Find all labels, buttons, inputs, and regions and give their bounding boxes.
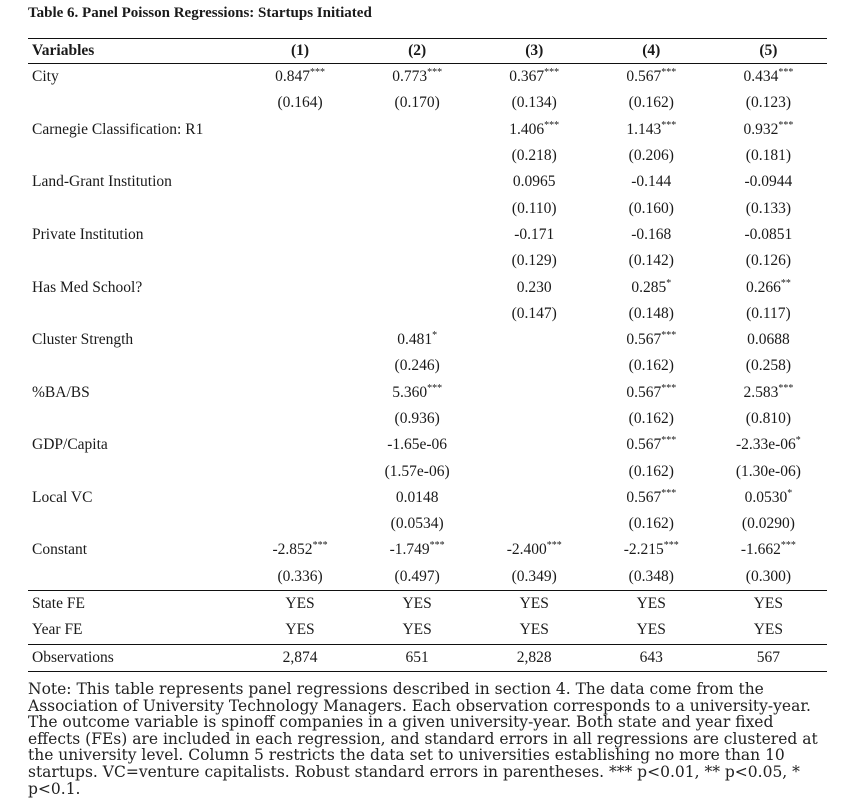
se-label-spacer [28, 511, 242, 537]
header-col-3: (3) [476, 39, 593, 64]
coef-cell: 0.0530* [744, 487, 793, 506]
coef-row [28, 169, 827, 195]
se-cell: (0.133) [745, 199, 791, 217]
se-cell: (0.0534) [390, 515, 444, 533]
variable-label: Has Med School? [32, 278, 143, 296]
coef-cell [242, 169, 359, 195]
regression-table [28, 38, 827, 672]
coef-row [28, 380, 827, 406]
coef-cell: -1.65e-06 [387, 436, 448, 454]
se-cell: (0.160) [628, 199, 674, 217]
coef-cell: 0.481* [397, 329, 438, 349]
coef-row [28, 64, 827, 91]
coef-cell [476, 485, 593, 511]
variable-label: GDP/Capita [32, 436, 108, 454]
coef-cell: 1.406*** [509, 119, 560, 138]
coef-cell: 0.0688 [747, 331, 790, 349]
se-cell: (0.162) [628, 357, 674, 375]
se-cell: (0.258) [745, 357, 791, 375]
se-cell: (1.30e-06) [735, 462, 801, 480]
se-label-spacer [28, 301, 242, 327]
fe-cell: YES [593, 590, 710, 617]
coef-cell [242, 485, 359, 511]
coef-row [28, 274, 827, 300]
coef-cell: 0.230 [516, 278, 552, 296]
coef-cell [359, 274, 476, 300]
coef-cell: 0.0148 [395, 488, 439, 506]
se-cell [242, 143, 359, 169]
se-cell: (0.117) [746, 304, 791, 322]
coef-cell [242, 274, 359, 300]
se-cell [242, 406, 359, 432]
se-cell: (0.147) [511, 304, 557, 322]
se-cell: (0.348) [628, 567, 674, 585]
se-row [28, 511, 827, 537]
se-cell: (0.497) [394, 567, 440, 585]
coef-cell: -2.400*** [506, 540, 562, 559]
table-title: Table 6. Panel Poisson Regressions: Startups Initiated [28, 5, 372, 21]
se-cell: (0.134) [511, 94, 557, 112]
se-cell: (0.162) [628, 462, 674, 480]
fe-cell: YES [242, 590, 359, 617]
variable-label: Land-Grant Institution [32, 173, 172, 191]
coef-cell: -0.171 [514, 225, 555, 243]
header-col-1: (1) [242, 39, 359, 64]
se-cell [476, 511, 593, 537]
coef-cell: -0.144 [631, 173, 672, 191]
se-cell: (0.349) [511, 567, 557, 585]
coef-cell: -2.852*** [272, 540, 328, 559]
se-cell: (0.246) [394, 357, 440, 375]
se-cell: (0.170) [394, 94, 440, 112]
variable-label: Constant [32, 541, 88, 559]
se-cell [242, 195, 359, 221]
fe-cell: YES [710, 590, 827, 617]
header-col-4: (4) [593, 39, 710, 64]
coef-cell: -0.0851 [744, 225, 793, 243]
table-note: Note: This table represents panel regressions described in section 4. The data come from the Association of University Technology Managers. Each observation corresponds to a university-year. The outcome variable is spinoff companies in a given university-year. Both state and year fixed effects (FEs) are included in each regression, and standard errors in all regressions are clustered at the university level. Column 5 restricts the data set to universities establishing no more than 10 startups. VC=venture capitalists. Robust standard errors in parentheses. *** p<0.01, ** p<0.05, * p<0.1. [28, 680, 818, 798]
se-cell: (0.142) [628, 252, 674, 270]
fe-label: Year FE [32, 621, 83, 639]
se-cell: (0.218) [511, 147, 557, 165]
coef-cell: 1.143*** [626, 119, 677, 138]
coef-cell: -2.33e-06* [735, 435, 801, 454]
se-cell [242, 458, 359, 484]
se-label-spacer [28, 406, 242, 432]
se-row [28, 301, 827, 327]
se-row [28, 353, 827, 379]
variable-label: Cluster Strength [32, 331, 134, 349]
se-row [28, 143, 827, 169]
se-cell: (0.936) [394, 410, 440, 427]
coef-cell: 0.367*** [509, 66, 560, 86]
se-row [28, 195, 827, 221]
fe-cell: YES [519, 621, 549, 639]
se-cell [242, 301, 359, 327]
se-cell [242, 248, 359, 274]
observations-cell: 567 [710, 644, 827, 671]
se-row [28, 458, 827, 484]
coef-row [28, 432, 827, 458]
se-cell: (0.162) [628, 515, 674, 533]
se-cell: (0.810) [745, 410, 791, 427]
observations-row [28, 644, 827, 671]
coef-cell: 2.583*** [743, 382, 794, 401]
observations-cell: 651 [359, 644, 476, 671]
se-label-spacer [28, 248, 242, 274]
se-cell [476, 406, 593, 432]
header-variables: Variables [28, 39, 242, 64]
se-cell [476, 353, 593, 379]
coef-cell: -0.168 [631, 225, 672, 243]
coef-cell: 0.266** [745, 277, 791, 296]
coef-cell: 0.0965 [512, 173, 556, 191]
se-label-spacer [28, 143, 242, 169]
coef-cell [476, 327, 593, 353]
se-cell: (0.123) [745, 94, 791, 112]
se-label-spacer [28, 195, 242, 221]
coef-cell [242, 432, 359, 458]
se-cell [242, 511, 359, 537]
se-cell [359, 301, 476, 327]
coef-cell: -1.662*** [740, 540, 796, 559]
coef-cell [359, 222, 476, 248]
se-row [28, 90, 827, 116]
coef-cell: 0.285* [631, 277, 672, 296]
se-cell: (0.206) [628, 147, 674, 165]
se-cell [242, 353, 359, 379]
se-cell: (1.57e-06) [384, 462, 450, 480]
coef-cell [242, 380, 359, 406]
coef-row [28, 327, 827, 353]
observations-cell: 2,874 [242, 644, 359, 671]
fe-cell: YES [753, 621, 784, 639]
se-row [28, 406, 827, 432]
header-col-5: (5) [710, 39, 827, 64]
coef-cell: 0.847*** [275, 66, 325, 86]
se-cell: (0.129) [511, 252, 557, 270]
se-cell: (0.336) [277, 567, 323, 585]
coef-cell: 0.773*** [392, 66, 443, 86]
coef-cell: 0.932*** [743, 119, 794, 138]
fe-label: State FE [28, 590, 242, 617]
se-cell [359, 143, 476, 169]
coef-cell: -1.749*** [389, 540, 445, 559]
variable-label: Private Institution [32, 225, 144, 243]
fe-cell: YES [359, 590, 476, 617]
se-cell: (0.110) [511, 199, 557, 217]
se-cell: (0.148) [628, 304, 674, 322]
se-cell: (0.162) [628, 94, 674, 112]
se-cell: (0.181) [745, 147, 791, 165]
coef-row [28, 222, 827, 248]
fixed-effect-row [28, 617, 827, 644]
se-cell: (0.0290) [741, 515, 795, 533]
observations-cell: 643 [593, 644, 710, 671]
coef-row [28, 537, 827, 563]
se-label-spacer [28, 353, 242, 379]
fe-cell: YES [402, 621, 432, 639]
coef-cell [476, 432, 593, 458]
coef-cell [242, 222, 359, 248]
coef-cell: 0.567*** [626, 435, 677, 454]
coef-row [28, 117, 827, 143]
coef-cell [359, 117, 476, 143]
coef-cell [359, 169, 476, 195]
variable-label: City [32, 68, 59, 86]
header-col-2: (2) [359, 39, 476, 64]
se-cell: (0.164) [277, 94, 323, 112]
coef-cell: 0.567*** [626, 329, 677, 349]
coef-cell: -0.0944 [744, 173, 793, 191]
coef-row [28, 485, 827, 511]
variable-label: %BA/BS [32, 383, 90, 401]
observations-cell: 2,828 [476, 644, 593, 671]
se-label-spacer [28, 90, 242, 116]
fixed-effect-row [28, 590, 827, 617]
variable-label: Carnegie Classification: R1 [32, 120, 204, 138]
se-cell: (0.162) [628, 410, 674, 427]
se-cell: (0.300) [745, 567, 791, 585]
coef-cell [242, 327, 359, 353]
table-header-row [28, 39, 827, 64]
coef-cell: 5.360*** [392, 382, 443, 401]
se-cell [476, 458, 593, 484]
coef-cell: 0.567*** [626, 487, 677, 506]
fe-cell: YES [636, 621, 666, 639]
coef-cell: 0.567*** [626, 382, 677, 401]
coef-cell: 0.567*** [626, 66, 677, 86]
coef-cell [242, 117, 359, 143]
fe-cell: YES [285, 621, 315, 639]
variable-label: Local VC [32, 488, 93, 506]
coef-cell: 0.434*** [743, 66, 794, 86]
se-row [28, 564, 827, 591]
se-row [28, 248, 827, 274]
se-cell [359, 248, 476, 274]
coef-cell: -2.215*** [623, 540, 679, 559]
fe-cell: YES [476, 590, 593, 617]
se-cell [359, 195, 476, 221]
coef-cell [476, 380, 593, 406]
se-cell: (0.126) [745, 252, 791, 270]
se-label-spacer [28, 458, 242, 484]
se-label-spacer [28, 564, 242, 591]
observations-label: Observations [28, 644, 242, 671]
